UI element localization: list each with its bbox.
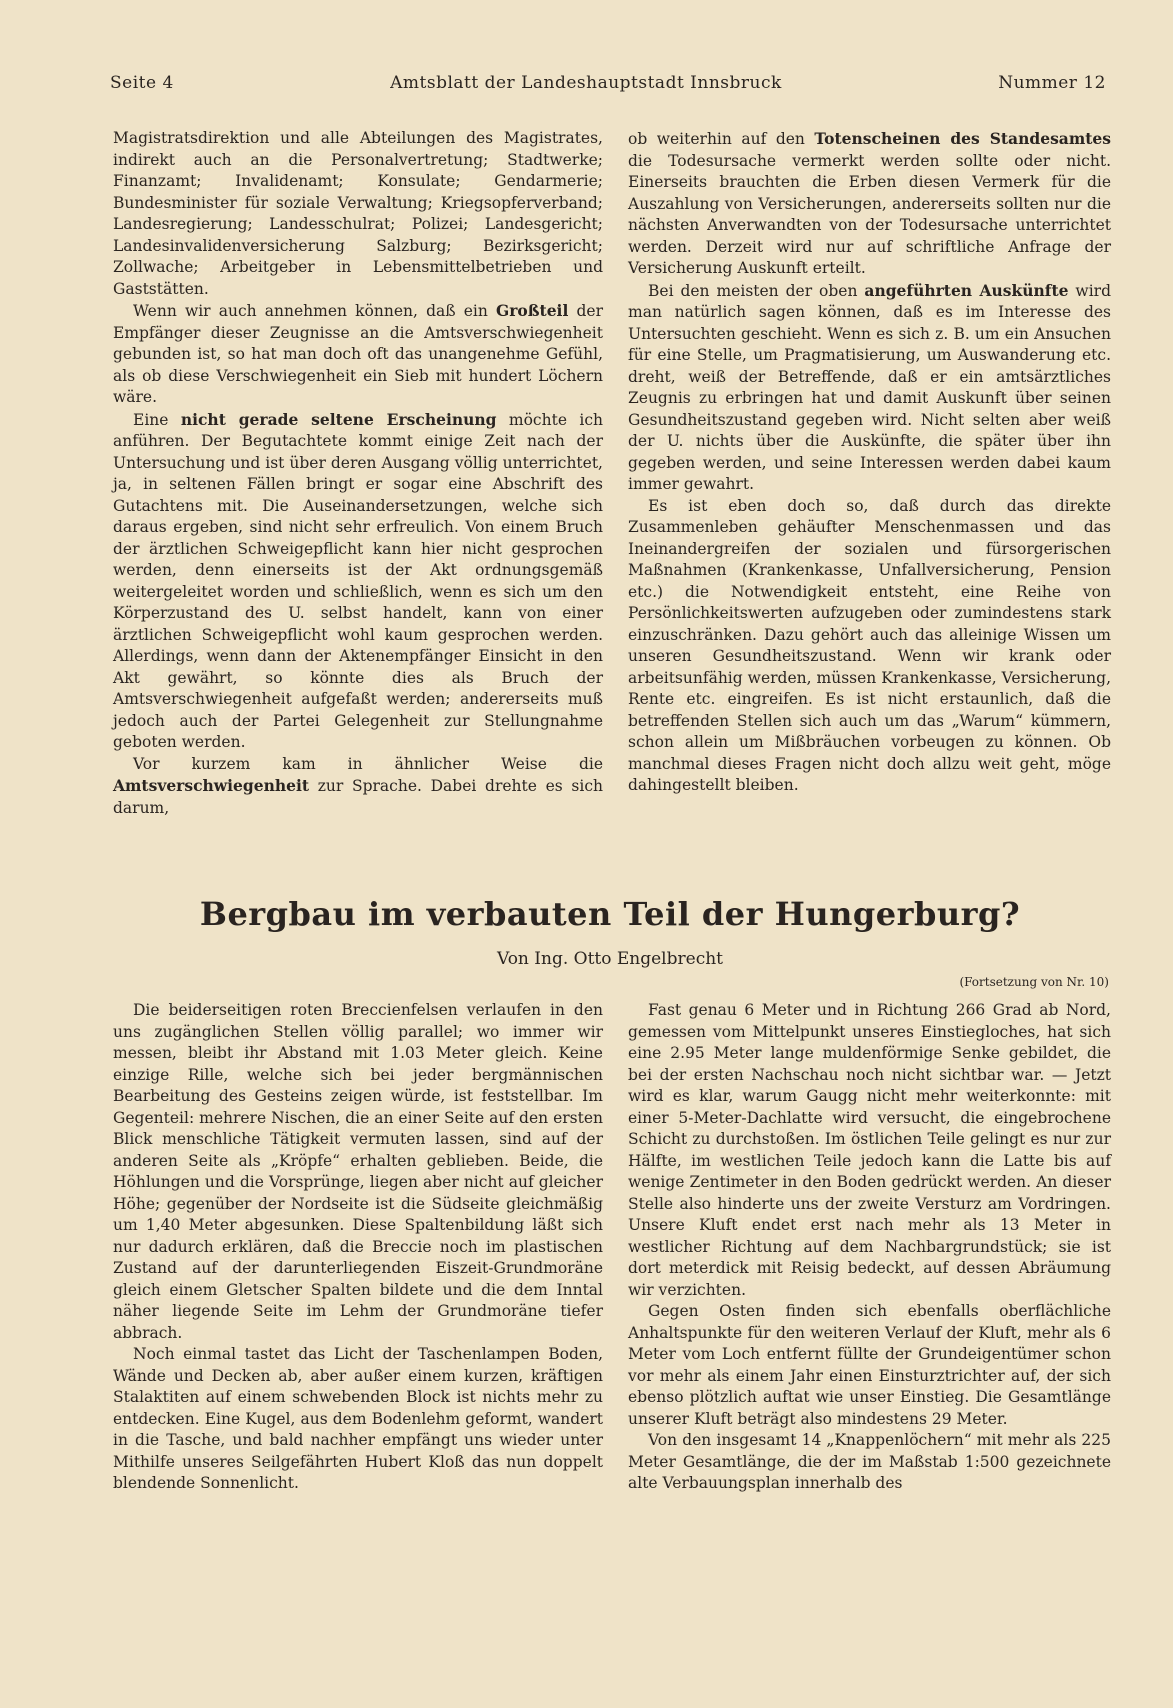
paragraph [628, 1000, 1111, 1301]
page-header [110, 73, 1106, 93]
lower-right-column [628, 1000, 1111, 1495]
text-run: wird man natürlich sagen können, daß es im Interesse des Untersuchten geschieht. Wenn es sich z. B. um ein Ansuchen für eine Stelle, um Pragmatisierung, um Auswanderung etc. dreht, weiß der Betreffende, daß er ein amtsärztliches Zeugnis zu erbringen hat und damit Auskunft über seinen Gesundheitszustand gegeben wird. Nicht selten aber weiß der U. nichts über die Auskünfte, die später über ihn gegeben werden, und seine Interessen werden dabei kaum immer gewahrt. [628, 281, 1111, 493]
paragraph [113, 300, 603, 409]
text-run: Magistratsdirektion und alle Abteilungen des Magistrates, indirekt auch an die Personalvertretung; Stadtwerke; Finanzamt; Invalidenamt; Konsulate; Gendarmerie; Bundesminister für soziale Verwaltung; Kriegsopferverband; Landesregierung; Landesschulrat; Polizei; Landesgericht; Landesinvalidenversicherung Salzburg; Bezirksgericht; Zollwache; Arbeitgeber in Lebensmittelbetrieben und Gaststätten. [113, 129, 603, 298]
bold-text: nicht gerade seltene Erscheinung [180, 409, 497, 429]
article-author: Von Ing. Otto Engelbrecht [496, 949, 723, 969]
bold-text: Totenscheinen des Standesamtes [814, 129, 1111, 148]
text-run: Wenn wir auch annehmen können, daß ein [133, 302, 497, 320]
text-run: Von den insgesamt 14 „Knappenlöchern“ mit mehr als 225 Meter Gesamtlänge, die der im Maßstab 1:500 gezeichnete alte Verbauungsplan innerhalb des [628, 1431, 1111, 1492]
bold-text: Großteil [496, 301, 569, 320]
paragraph [628, 496, 1111, 797]
publication-title: Amtsblatt der Landeshauptstadt Innsbruck [390, 73, 782, 93]
paragraph [113, 1000, 603, 1344]
text-run: der Empfänger dieser Zeugnisse an die Amtsverschwiegenheit gebunden ist, so hat man doch oft das unangenehme Gefühl, als ob diese Verschwiegenheit ein Sieb mit hundert Löchern wäre. [113, 302, 603, 406]
lower-left-column [113, 1000, 603, 1495]
text-run: die Todesursache vermerkt werden sollte oder nicht. Einerseits brauchten die Erben diesen Vermerk für die Auszahlung von Versicherungen, andererseits sollten nur die nächsten Anverwandten von der Todesursache unterrichtet werden. Derzeit wird nur auf schriftliche Anfrage der Versicherung Auskunft erteilt. [628, 151, 1111, 277]
text-run: ob weiterhin auf den [628, 130, 815, 148]
continuation-note: (Fortsetzung von Nr. 10) [959, 975, 1109, 989]
issue-number: Nummer 12 [998, 73, 1106, 93]
page-number: Seite 4 [110, 73, 174, 93]
paragraph [113, 754, 603, 820]
paragraph [628, 1301, 1111, 1430]
paragraph [628, 128, 1111, 280]
text-run: Gegen Osten finden sich ebenfalls oberflächliche Anhaltspunkte für den weiteren Verlauf der Kluft, mehr als 6 Meter vom Loch entfernt füllte der Grundeigentümer schon vor mehr als einem Jahr einen Einsturztrichter auf, der sich ebenso plötzlich auftat wie unser Einstieg. Die Gesamtlänge unserer Kluft beträgt also mindestens 29 Meter. [628, 1302, 1111, 1428]
paragraph [113, 128, 603, 300]
text-run: zur Sprache. Dabei drehte es sich darum, [113, 777, 603, 817]
paragraph [113, 1344, 603, 1495]
upper-left-column [113, 128, 603, 819]
text-run: Fast genau 6 Meter und in Richtung 266 Grad ab Nord, gemessen vom Mittelpunkt unseres Einstiegloches, hat sich eine 2.95 Meter lange muldenförmige Senke gebildet, die bei der ersten Nachschau noch nicht sichtbar war. — Jetzt wird es klar, warum Gaugg nicht mehr weiterkonnte: mit einer 5-Meter-Dachlatte wird versucht, die eingebrochene Schicht zu durchstoßen. Im östlichen Teile gelingt es nur zur Hälfte, im westlichen Teile jedoch kann die Latte bis auf wenige Zentimeter in den Boden gedrückt werden. An dieser Stelle also hinderte uns der zweite Versturz am Vordringen. Unsere Kluft endet erst nach mehr als 13 Meter in westlicher Richtung auf dem Nachbargrundstück; sie ist dort meterdick mit Reisig bedeckt, auf dessen Abräumung wir verzichten. [628, 1001, 1111, 1299]
text-run: Noch einmal tastet das Licht der Taschenlampen Boden, Wände und Decken ab, aber außer einem kurzen, kräftigen Stalaktiten auf einem schwebenden Block ist nichts mehr zu entdecken. Eine Kugel, aus dem Bodenlehm geformt, wandert in die Tasche, und bald nachher empfängt uns wieder unter Mithilfe unseres Seilgefährten Hubert Kloß das nun doppelt blendende Sonnenlicht. [113, 1345, 603, 1492]
article-title: Bergbau im verbauten Teil der Hungerburg? [199, 895, 1021, 933]
text-run: Die beiderseitigen roten Breccienfelsen verlaufen in den uns zugänglichen Stellen völlig parallel; wo immer wir messen, bleibt ihr Abstand mit 1.03 Meter gleich. Keine einzige Rille, welche sich bei jeder bergmännischen Bearbeitung des Gesteins zeigen würde, ist feststellbar. Im Gegenteil: mehrere Nischen, die an einer Seite auf den ersten Blick menschliche Tätigkeit vermuten lassen, sind auf der anderen Seite als „Kröpfe“ erhalten geblieben. Beide, die Höhlungen und die Vorsprünge, liegen aber nicht auf gleicher Höhe; gegenüber der Nordseite ist die Südseite gleichmäßig um 1,40 Meter abgesunken. Diese Spaltenbildung läßt sich nur dadurch erklären, daß die Breccie noch im plastischen Zustand auf der darunterliegenden Eiszeit-Grundmoräne gleich einem Gletscher Spalten bildete und die dem Inntal näher liegende Seite im Lehm der Grundmoräne tiefer abbrach. [113, 1001, 603, 1342]
bold-text: angeführten Auskünfte [864, 280, 1069, 300]
paragraph [113, 409, 603, 754]
paragraph [628, 1430, 1111, 1495]
text-run: möchte ich anführen. Der Begutachtete kommt einige Zeit nach der Untersuchung und ist über deren Ausgang völlig unterrichtet, ja, in seltenen Fällen bringt er sogar eine Abschrift des Gutachtens mit. Die Auseinandersetzungen, welche sich daraus ergeben, sind nicht sehr erfreulich. Von einem Bruch der ärztlichen Schweigepflicht kann hier nicht gesprochen werden, denn einerseits ist der Akt ordnungsgemäß weitergeleitet worden und schließlich, wenn es sich um den Körperzustand des U. selbst handelt, kann von einer ärztlichen Schweigepflicht wohl kaum gesprochen werden. Allerdings, wenn dann der Aktenempfänger Einsicht in den Akt gewährt, so könnte dies als Bruch der Amtsverschwiegenheit aufgefaßt werden; andererseits muß jedoch auch der Partei Gelegenheit zur Stellungnahme geboten werden. [113, 410, 604, 751]
upper-right-column [628, 128, 1111, 797]
paragraph [628, 280, 1111, 496]
text-run: Bei den meisten der oben [648, 281, 865, 300]
text-run: Vor kurzem kam in ähnlicher Weise die [133, 754, 603, 773]
bold-text: Amtsverschwiegenheit [113, 776, 310, 795]
text-run: Eine [133, 410, 181, 429]
text-run: Es ist eben doch so, daß durch das direkte Zusammenleben gehäufter Menschenmassen und das Ineinandergreifen der sozialen und fürsorgerischen Maßnahmen (Krankenkasse, Unfallversicherung, Pension etc.) die Notwendigkeit entsteht, eine Reihe von Persönlichkeitswerten aufzugeben oder zumindestens stark einzuschränken. Dazu gehört auch das alleinige Wissen um unseren Gesundheitszustand. Wenn wir krank oder arbeitsunfähig werden, müssen Krankenkasse, Versicherung, Rente etc. eingreifen. Es ist nicht erstaunlich, daß die betreffenden Stellen sich auch um das „Warum“ kümmern, schon allein um Mißbräuchen vorbeugen zu können. Ob manchmal dieses Fragen nicht doch allzu weit geht, möge dahingestellt bleiben. [628, 496, 1111, 794]
